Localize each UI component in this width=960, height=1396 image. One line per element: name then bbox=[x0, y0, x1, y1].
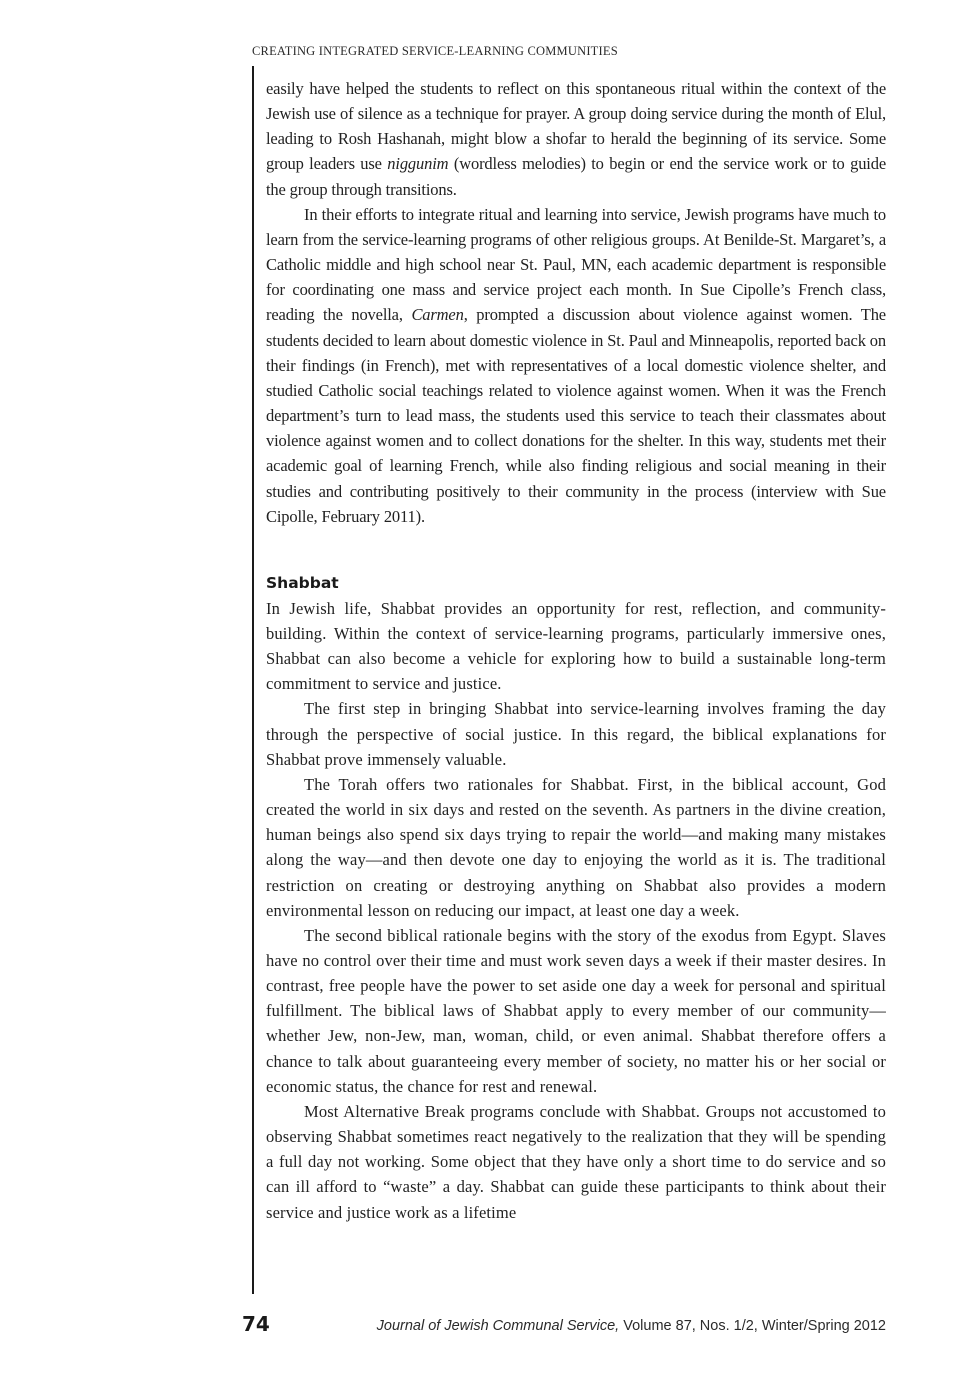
article-body bbox=[266, 76, 886, 1225]
shabbat-paragraph-2: The first step in bringing Shabbat into service-learning involves framing the day through the perspective of social justice. In this regard, the biblical explanations for Shabbat prove immensely valuable. bbox=[266, 699, 886, 769]
shabbat-paragraph-4: The second biblical rationale begins with the story of the exodus from Egypt. Slaves have no control over their time and must work seven days a week if their master desires. In contrast, free people have the power to set aside one day a week for personal and spiritual fulfillment. The biblical laws of Shabbat apply to every member of our community—whether Jew, non-Jew, man, woman, child, or even animal. Shabbat therefore offers a chance to talk about guaranteeing every member of society, no matter his or her social or economic status, the chance for rest and renewal. bbox=[266, 925, 886, 1096]
emphasis-carmen: Carmen bbox=[411, 305, 464, 325]
journal-citation bbox=[377, 1318, 886, 1334]
shabbat-paragraph-5: Most Alternative Break programs conclude with Shabbat. Groups not accustomed to observing Shabbat sometimes react negatively to the realization that they will be spending a full day not working. Some object that they have only a short time to do service and so can ill afford to “waste” a day. Shabbat can guide these participants to think about their service and justice work as a lifetime bbox=[266, 1101, 886, 1222]
journal-name: Journal of Jewish Communal Service, bbox=[376, 1318, 620, 1334]
running-head: CREATING INTEGRATED SERVICE-LEARNING COMMUNITIES bbox=[252, 44, 618, 58]
shabbat-paragraph-3: The Torah offers two rationales for Shabbat. First, in the biblical account, God created the world in six days and rested on the seventh. As partners in the divine creation, human beings also spend six days trying to repair the world—and making many mistakes along the way—and then devote one day to enjoying the world as it is. The traditional restriction on creating or destroying anything on Shabbat also provides a modern environmental lesson on reducing our impact, at least one day a week. bbox=[266, 774, 886, 920]
page-number: 74 bbox=[242, 1312, 270, 1336]
journal-issue: Volume 87, Nos. 1/2, Winter/Spring 2012 bbox=[619, 1318, 886, 1334]
opening-block bbox=[266, 76, 886, 529]
paragraph-2: In their efforts to integrate ritual and learning into service, Jewish programs have much to learn from the service-learning programs of other religious groups. At Benilde-St. Margaret’s, a Catholic middle and high school near St. Paul, MN, each academic department is responsible for coordinating one mass and service project each month. In Sue Cipolle’s French class, reading the novella, Carmen, prompted a discussion about violence against women. The students decided to learn about domestic violence in St. Paul and Minneapolis, reported back on their findings (in French), met with representatives of a local domestic violence shelter, and studied Catholic social teachings related to violence against women. When it was the French department’s turn to lead mass, the students used this service to teach their classmates about violence against women and to collect donations for the shelter. In this way, students met their academic goal of learning French, while also finding religious and social meaning in their studies and contributing positively to their community in the process (interview with Sue Cipolle, February 2011). bbox=[266, 204, 886, 526]
shabbat-section bbox=[266, 596, 886, 1225]
emphasis-niggunim: niggunim bbox=[387, 154, 449, 174]
margin-rule bbox=[252, 66, 254, 1294]
paragraph-1: easily have helped the students to reflect on this spontaneous ritual within the context of the Jewish use of silence as a technique for prayer. A group doing service during the month of Elul, leading to Rosh Hashanah, might blow a shofar to herald the beginning of its service. Some group leaders use niggunim (wordless melodies) to begin or end the service work or to guide the group through transitions. bbox=[266, 79, 887, 199]
shabbat-paragraph-1: In Jewish life, Shabbat provides an opportunity for rest, reflection, and community-building. Within the context of service-learning programs, particularly immersive ones, Shabbat can also become a vehicle for exploring how to build a sustainable long-term commitment to service and justice. bbox=[266, 598, 886, 694]
section-heading-shabbat: Shabbat bbox=[266, 573, 339, 592]
